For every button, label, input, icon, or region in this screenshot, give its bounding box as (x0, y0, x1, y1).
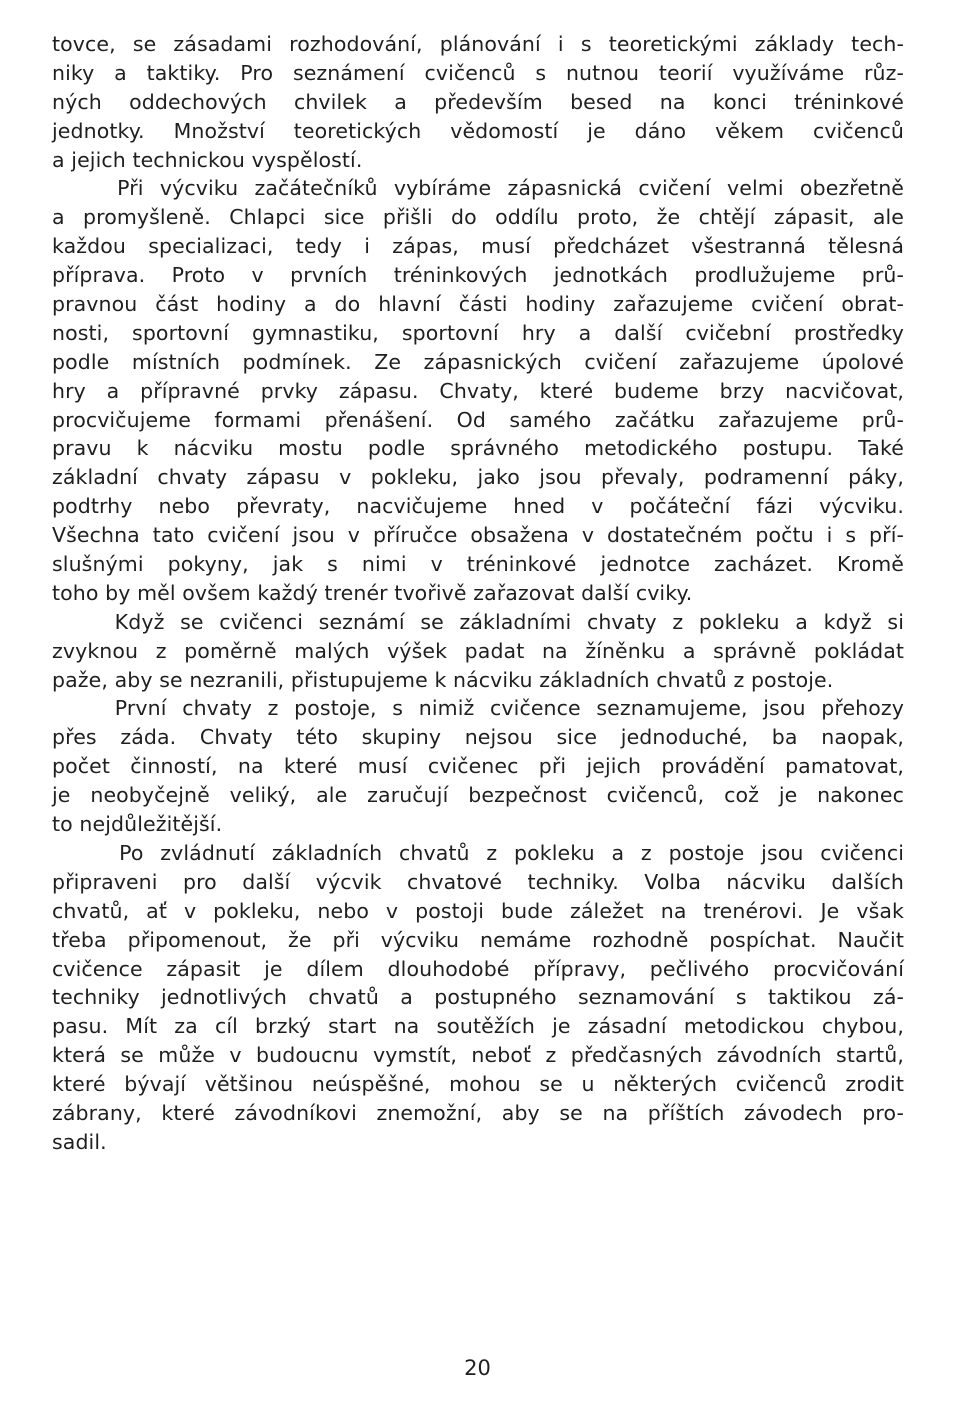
text-line: Při výcviku začátečníků vybíráme zápasnická cvičení velmi obezřetně (52, 176, 904, 201)
text-line: podtrhy nebo převraty, nacvičujeme hned v počáteční fázi výcviku. (52, 494, 904, 519)
text-line: a jejich technickou vyspělostí. (52, 147, 363, 172)
text-line: sadil. (52, 1129, 107, 1154)
text-line: Všechna tato cvičení jsou v příručce obsažena v dostatečném počtu i s pří- (52, 523, 904, 548)
text-line: procvičujeme formami přenášení. Od samého začátku zařazujeme prů- (52, 407, 904, 432)
text-line: a promyšleně. Chlapci sice přišli do oddílu proto, že chtějí zápasit, ale (52, 205, 904, 230)
text-line: které bývají většinou neúspěšné, mohou se u některých cvičenců zrodit (52, 1072, 904, 1097)
text-line: zvyknou z poměrně malých výšek padat na žíněnku a správně pokládat (52, 638, 904, 663)
text-line: tovce, se zásadami rozhodování, plánování i s teoretickými základy tech- (52, 32, 904, 56)
text-line: zábrany, které závodníkovi znemožní, aby se na příštích závodech pro- (52, 1100, 904, 1125)
text-line: přes záda. Chvaty této skupiny nejsou sice jednoduché, ba naopak, (52, 725, 904, 750)
text-line: která se může v budoucnu vymstít, neboť z předčasných závodních startů, (52, 1043, 904, 1068)
text-line: paže, aby se nezranili, přistupujeme k nácviku základních chvatů z postoje. (52, 667, 834, 692)
text-line: třeba připomenout, že při výcviku nemáme rozhodně pospíchat. Naučit (52, 927, 904, 952)
text-line: příprava. Proto v prvních tréninkových jednotkách prodlužujeme prů- (52, 263, 904, 288)
text-line: chvatů, ať v pokleku, nebo v postoji bude záležet na trenérovi. Je však (52, 898, 904, 923)
text-line: podle místních podmínek. Ze zápasnických cvičení zařazujeme úpolové (52, 349, 904, 374)
text-line: základní chvaty zápasu v pokleku, jako jsou převaly, podramenní páky, (52, 465, 904, 490)
text-line: hry a přípravné prvky zápasu. Chvaty, které budeme brzy nacvičovat, (52, 378, 904, 403)
text-line: toho by měl ovšem každý trenér tvořivě zařazovat další cviky. (52, 580, 693, 605)
text-line: niky a taktiky. Pro seznámení cvičenců s nutnou teorií využíváme růz- (52, 60, 904, 85)
text-line: techniky jednotlivých chvatů a postupného seznamování s taktikou zá- (52, 985, 904, 1010)
text-line: pasu. Mít za cíl brzký start na soutěžích je zásadní metodickou chybou, (52, 1014, 904, 1039)
text-line: První chvaty z postoje, s nimiž cvičence seznamujeme, jsou přehozy (52, 696, 904, 721)
body-text (52, 30, 904, 1157)
text-line: pravu k nácviku mostu podle správného metodického postupu. Také (52, 436, 904, 461)
text-line: Po zvládnutí základních chvatů z pokleku a z postoje jsou cvičenci (52, 840, 904, 865)
text-line: jednotky. Množství teoretických vědomostí je dáno věkem cvičenců (52, 118, 904, 143)
text-line: nosti, sportovní gymnastiku, sportovní hry a další cvičební prostředky (52, 320, 904, 345)
text-line: cvičence zápasit je dílem dlouhodobé přípravy, pečlivého procvičování (52, 956, 904, 981)
text-line: to nejdůležitější. (52, 812, 223, 837)
text-line: je neobyčejně veliký, ale zaručují bezpečnost cvičenců, což je nakonec (52, 783, 904, 808)
text-line: ných oddechových chvilek a především besed na konci tréninkové (52, 89, 904, 114)
text-line: slušnými pokyny, jak s nimi v tréninkové jednotce zacházet. Kromě (52, 552, 904, 577)
page-number: 20 (464, 1356, 491, 1380)
text-line: pravnou část hodiny a do hlavní části hodiny zařazujeme cvičení obrat- (52, 292, 904, 317)
text-line: Když se cvičenci seznámí se základními chvaty z pokleku a když si (52, 609, 904, 634)
text-line: počet činností, na které musí cvičenec při jejich provádění pamatovat, (52, 754, 904, 779)
text-line: připraveni pro další výcvik chvatové techniky. Volba nácviku dalších (52, 869, 904, 894)
text-line: každou specializaci, tedy i zápas, musí předcházet všestranná tělesná (52, 234, 904, 259)
